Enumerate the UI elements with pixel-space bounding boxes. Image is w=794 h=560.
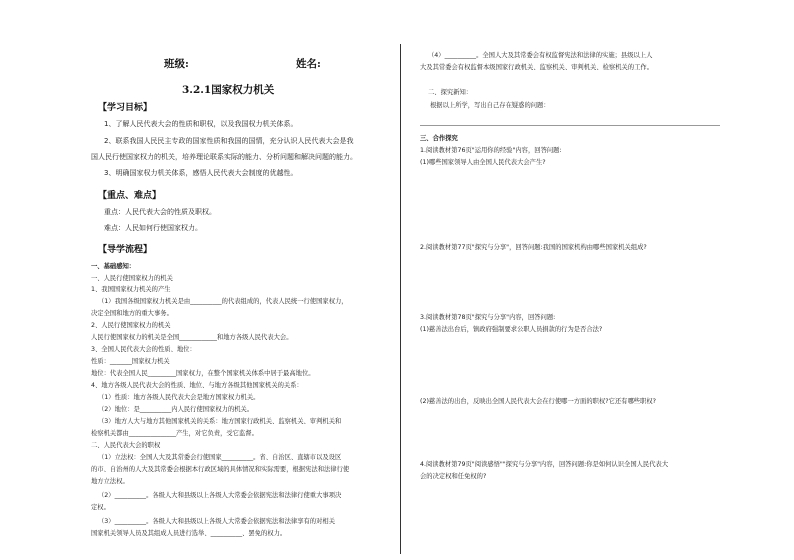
key-point: 重点：人民代表大会的性质及职权。: [104, 208, 216, 216]
flow-line: （2）__________。各级人大和县级以上各级人大常委会依据宪法和法律行使重大事项决: [98, 492, 342, 499]
flow-line: 1、我国国家权力机关的产生: [91, 286, 171, 293]
flow-line: （2）地位：是__________内人民行使国家权力的机关。: [98, 406, 254, 413]
question-2: 2.阅读教材第77页"探究与分享"，回答问题:我国的国家机构由哪些国家机关组成?: [420, 244, 647, 251]
name-label: 姓名:: [296, 58, 321, 70]
objective-line: 1、了解人民代表大会的性质和职权，以及我国权力机关体系。: [104, 120, 298, 128]
flow-heading: 【导学流程】: [98, 245, 153, 255]
flow-line: 定权。: [91, 504, 110, 511]
question-3: 3.阅读教材第78页"探究与分享"内容，回答问题:: [420, 314, 556, 321]
objective-line: 国人民行使国家权力的机关，培养理论联系实际的能力、分析问题和解决问题的能力。: [91, 153, 357, 161]
flow-line: 一、人民行使国家权力的机关: [91, 275, 173, 282]
question-4: 4.阅读教材第79页"阅读感悟""探究与分享"内容，回答问题:你是如何认识全国人民代表大: [420, 461, 669, 468]
flow-line: 国家机关领导人员及其组成人员进行选举、__________、罢免的权力。: [91, 530, 287, 537]
flow-line: （1）立法权：全国人大及其常委会行使国家__________。省、自治区、直辖市以及设区: [98, 454, 342, 461]
flow-line: 3、全国人民代表大会的性质、地位：: [91, 346, 196, 353]
objective-line: 2、联系我国人民民主专政的国家性质和我国的国情，充分认识人民代表大会是我: [104, 137, 354, 145]
question-3-sub-1: (1)慈善法出台后，镇政府强制要求公职人员捐款的行为是否合法?: [420, 326, 603, 333]
column-divider: [400, 44, 401, 554]
question-1-sub: (1)哪些国家领导人由全国人民代表大会产生?: [420, 159, 546, 166]
question-1: 1.阅读教材第76页"运用你的经验"内容，回答问题:: [420, 147, 562, 154]
difficult-point: 难点：人民如何行使国家权力。: [104, 224, 202, 232]
flow-line: 一、基础感知：: [91, 263, 136, 270]
flow-line: 二、人民代表大会的职权: [91, 442, 161, 449]
flow-line: 地位：代表全国人民_________国家权力，在整个国家机关体系中居于最高地位。: [91, 370, 315, 377]
flow-line: （3）地方人大与地方其他国家机关的关系：地方国家行政机关、监察机关、审判机关和: [98, 418, 342, 425]
flow-line-continued: （4）__________。全国人大及其常委会有权监督宪法和法律的实施；县级以上人: [428, 52, 653, 59]
flow-line: 地方立法权。: [91, 478, 129, 485]
flow-line: 2、人民行使国家权力的机关: [91, 322, 171, 329]
flow-line: （1）性质：地方各级人民代表大会是地方国家权力机关。: [98, 394, 260, 401]
flow-line: （3）__________。各级人大和县级以上各级人大常委会依据宪法和法律享有的对相关: [98, 518, 335, 525]
flow-line-continued: 大及其常委会有权监督本级国家行政机关、监察机关、审判机关、检察机关的工作。: [420, 64, 653, 71]
flow-line: 性质：_______国家权力机关: [91, 358, 170, 365]
answer-line: [420, 125, 720, 126]
objectives-heading: 【学习目标】: [98, 103, 153, 113]
objective-line: 3、明确国家权力机关体系，感悟人民代表大会制度的优越性。: [104, 169, 298, 177]
flow-line: 决定全国和地方的重大事务。: [91, 310, 173, 317]
key-points-heading: 【重点、难点】: [98, 191, 162, 201]
explore-heading: 二、探究新知：: [428, 89, 473, 96]
flow-line: 人民行使国家权力的机关是全国____________和地方各级人民代表大会。: [91, 334, 293, 341]
question-4-cont: 会的决定权和任免权的?: [420, 473, 487, 480]
question-3-sub-2: (2)慈善法的出台，反映出全国人民代表大会在行使哪一方面的职权?它还有哪些职权?: [420, 398, 656, 405]
class-label: 班级:: [164, 58, 189, 70]
flow-line: 的市、自治州的人大及其常委会根据本行政区域的具体情况和实际需要，根据宪法和法律行使: [91, 466, 350, 473]
explore-prompt: 根据以上所学，写出自己存在疑惑的问题：: [430, 102, 550, 109]
page-title: 3.2.1国家权力机关: [182, 84, 275, 96]
flow-line: 检察机关都由_______________产生，对它负责，受它监督。: [91, 430, 258, 437]
cooperation-heading: 三、合作探究: [420, 135, 458, 142]
flow-line: （1）我国各级国家权力机关是由__________的代表组成的，代表人民统一行使国家权力，: [98, 298, 348, 305]
flow-line: 4、地方各级人民代表大会的性质、地位、与地方各级其他国家机关的关系：: [91, 382, 303, 389]
